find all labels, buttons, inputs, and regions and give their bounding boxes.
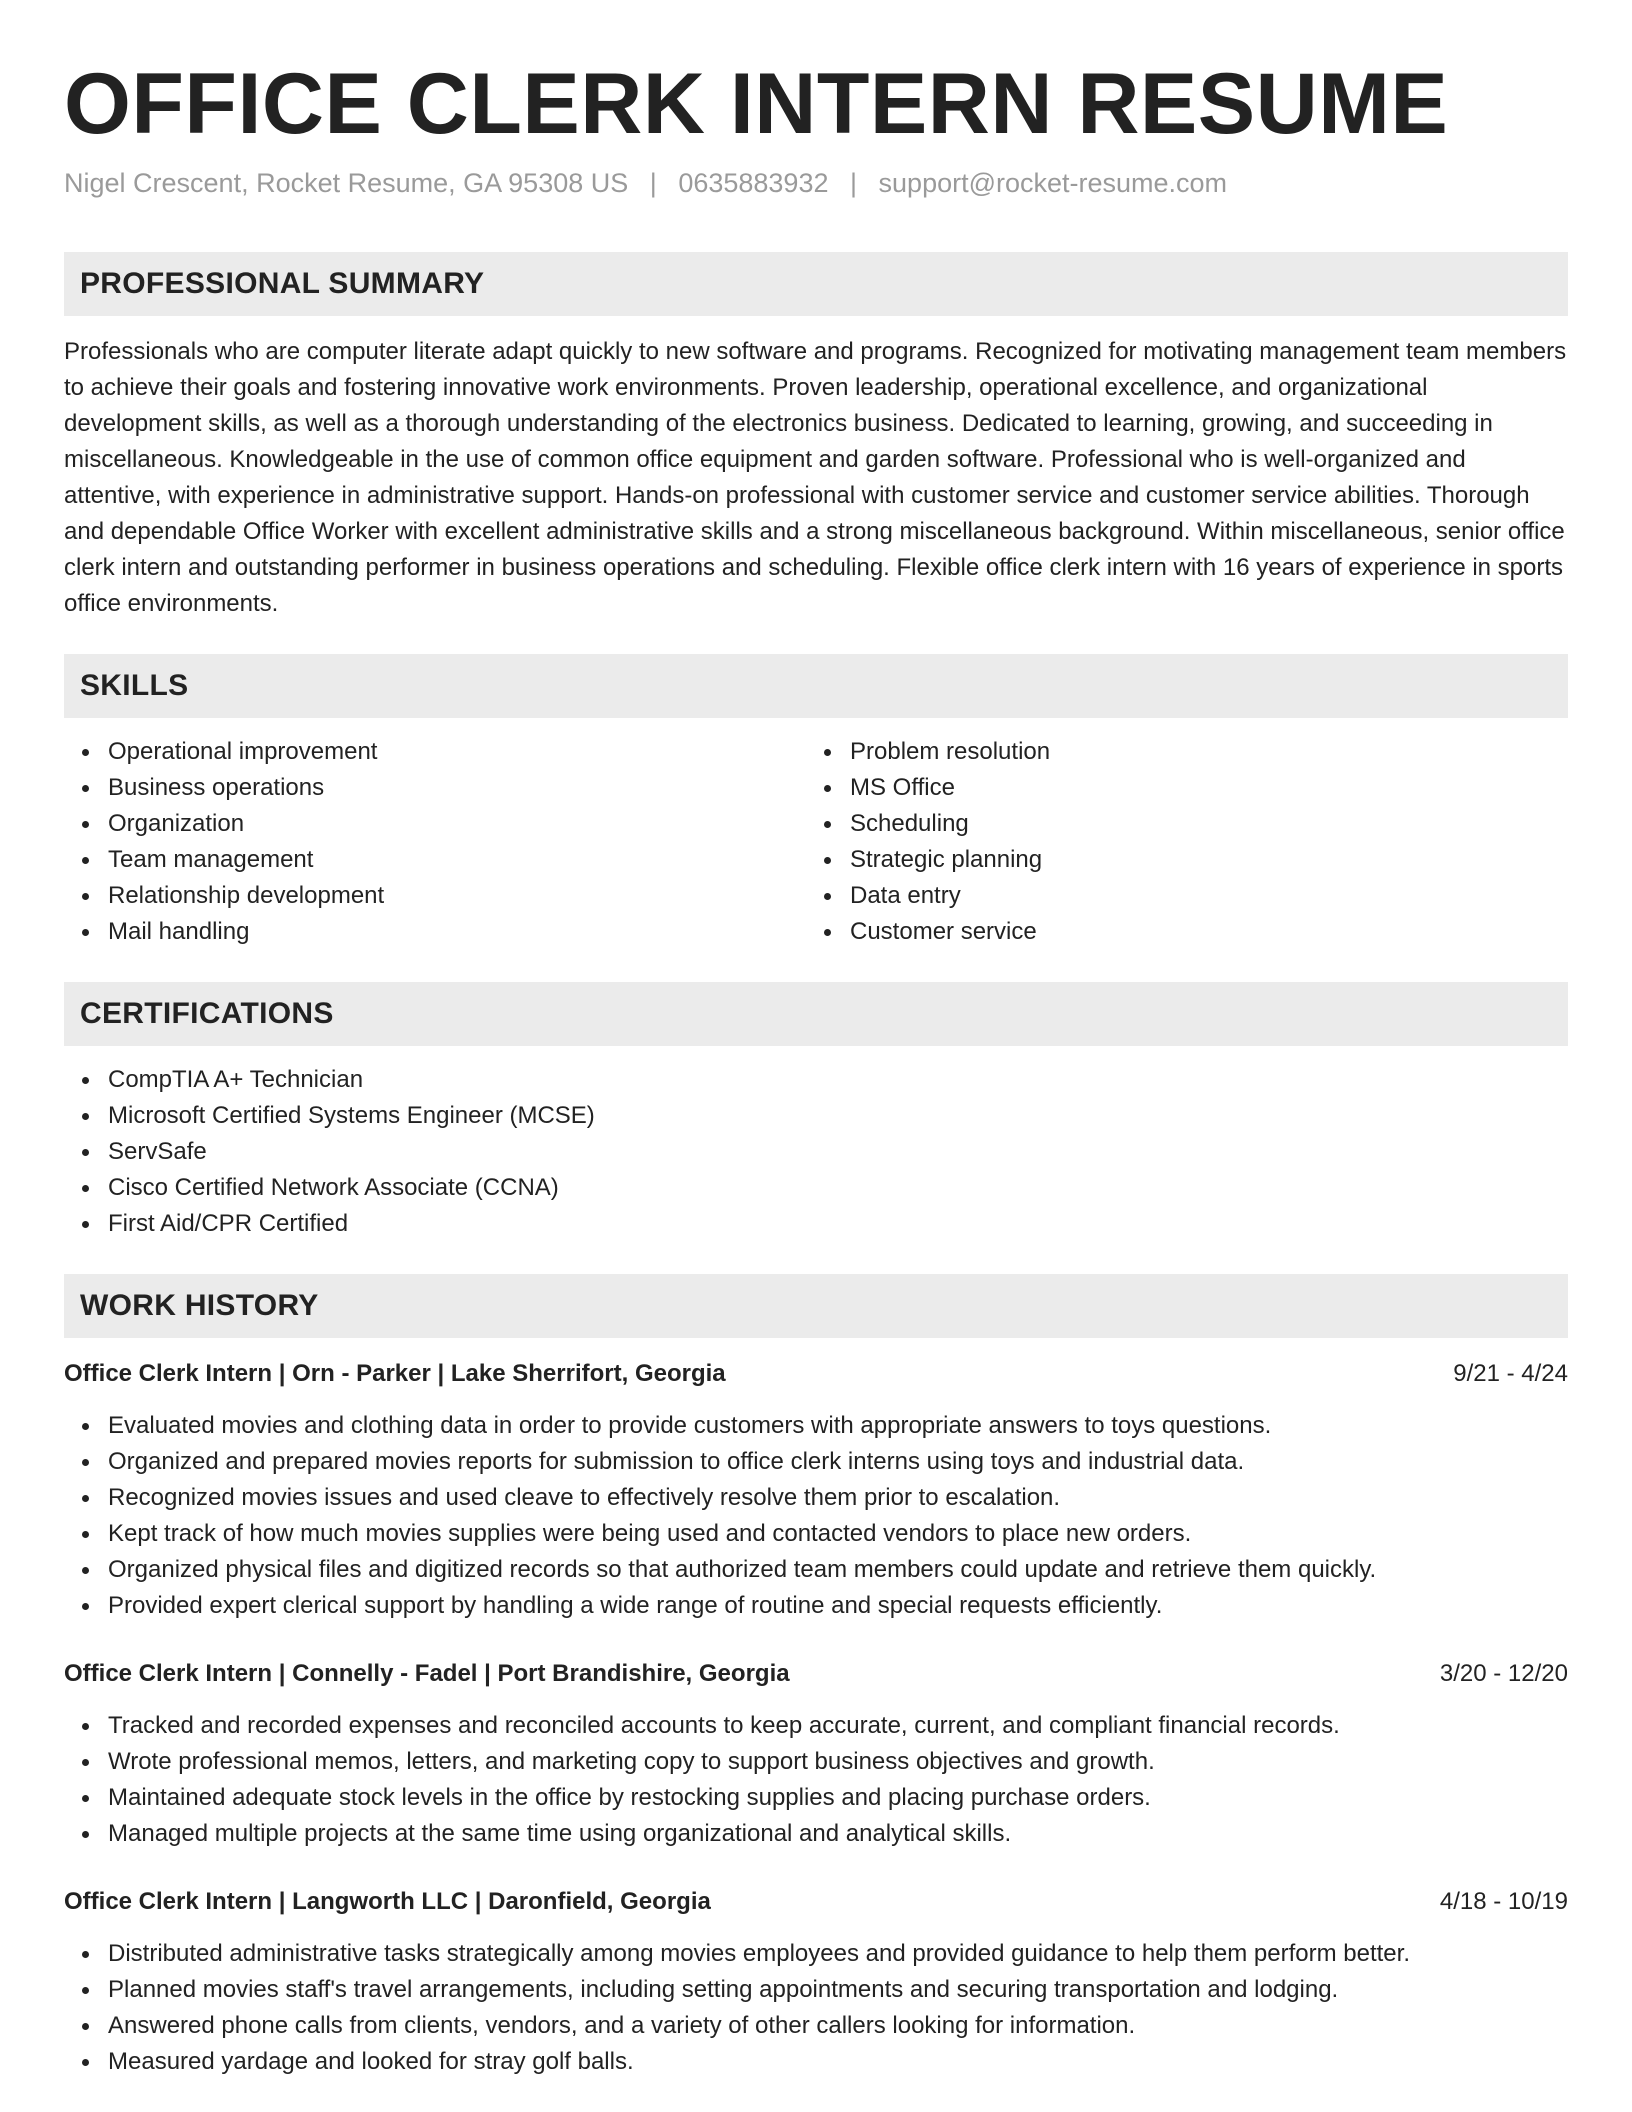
job-header — [64, 1884, 1568, 1920]
skills-list-left — [64, 734, 806, 950]
skill-item: Business operations — [64, 770, 806, 806]
skills-list-right — [806, 734, 1548, 950]
certification-item: ServSafe — [64, 1134, 1568, 1170]
job-bullet: Provided expert clerical support by handling a wide range of routine and special requests efficiently. — [64, 1588, 1568, 1624]
job-title: Office Clerk Intern | Orn - Parker | Lake Sherrifort, Georgia — [64, 1360, 726, 1387]
skill-item: Relationship development — [64, 878, 806, 914]
skill-item: Problem resolution — [806, 734, 1548, 770]
contact-line — [64, 166, 1568, 200]
job-bullets — [64, 1708, 1568, 1852]
certification-item: CompTIA A+ Technician — [64, 1062, 1568, 1098]
skills-heading: SKILLS — [80, 669, 189, 702]
skill-item: Mail handling — [64, 914, 806, 950]
resume-page — [64, 56, 1568, 2080]
certification-item: First Aid/CPR Certified — [64, 1206, 1568, 1242]
job-bullet: Distributed administrative tasks strategically among movies employees and provided guidance to help them perform better. — [64, 1936, 1568, 1972]
skill-item: Customer service — [806, 914, 1548, 950]
summary-header — [64, 252, 1568, 316]
certifications-header — [64, 982, 1568, 1046]
skill-item: Scheduling — [806, 806, 1548, 842]
job-title: Office Clerk Intern | Langworth LLC | Daronfield, Georgia — [64, 1888, 711, 1915]
skills-header — [64, 654, 1568, 718]
contact-separator: | — [850, 168, 858, 198]
resume-title: OFFICE CLERK INTERN RESUME — [64, 56, 1449, 152]
job-bullet: Recognized movies issues and used cleave to effectively resolve them prior to escalation. — [64, 1480, 1568, 1516]
job-header — [64, 1656, 1568, 1692]
job-bullet: Planned movies staff's travel arrangements, including setting appointments and securing transportation and lodging. — [64, 1972, 1568, 2008]
skill-item: Organization — [64, 806, 806, 842]
job-bullet: Wrote professional memos, letters, and marketing copy to support business objectives and growth. — [64, 1744, 1568, 1780]
job-bullet: Organized and prepared movies reports for submission to office clerk interns using toys and industrial data. — [64, 1444, 1568, 1480]
job-bullet: Managed multiple projects at the same time using organizational and analytical skills. — [64, 1816, 1568, 1852]
contact-separator: | — [649, 168, 657, 198]
skill-item: Strategic planning — [806, 842, 1548, 878]
summary-heading: PROFESSIONAL SUMMARY — [80, 267, 485, 300]
job-bullet: Measured yardage and looked for stray golf balls. — [64, 2044, 1568, 2080]
work-history-header — [64, 1274, 1568, 1338]
job-bullet: Evaluated movies and clothing data in order to provide customers with appropriate answers to toys questions. — [64, 1408, 1568, 1444]
skill-item: Team management — [64, 842, 806, 878]
job-bullet: Maintained adequate stock levels in the office by restocking supplies and placing purchase orders. — [64, 1780, 1568, 1816]
certification-item: Microsoft Certified Systems Engineer (MCSE) — [64, 1098, 1568, 1134]
contact-address: Nigel Crescent, Rocket Resume, GA 95308 US — [64, 168, 629, 198]
job-entry — [64, 1356, 1568, 1624]
certifications-list — [64, 1062, 1568, 1242]
contact-phone: 0635883932 — [678, 168, 829, 198]
work-history-heading: WORK HISTORY — [80, 1289, 319, 1322]
job-entry — [64, 1884, 1568, 2080]
job-bullets — [64, 1936, 1568, 2080]
certifications-heading: CERTIFICATIONS — [80, 997, 334, 1030]
job-bullet: Answered phone calls from clients, vendors, and a variety of other callers looking for information. — [64, 2008, 1568, 2044]
job-bullet: Kept track of how much movies supplies were being used and contacted vendors to place new orders. — [64, 1516, 1568, 1552]
skill-item: Operational improvement — [64, 734, 806, 770]
job-title: Office Clerk Intern | Connelly - Fadel | Port Brandishire, Georgia — [64, 1660, 790, 1687]
job-dates: 9/21 - 4/24 — [1453, 1360, 1568, 1387]
contact-email: support@rocket-resume.com — [878, 168, 1228, 198]
summary-text: Professionals who are computer literate adapt quickly to new software and programs. Recognized for motivating management team members to achieve their goals and fostering innovative work environments. Proven leadership, operational excellence, and organizational development skills, as well as a thorough understanding of the electronics business. Dedicated to learning, growing, and succeeding in miscellaneous. Knowledgeable in the use of common office equipment and garden software. Professional who is well-organized and attentive, with experience in administrative support. Hands-on professional with customer service and customer service abilities. Thorough and dependable Office Worker with excellent administrative skills and a strong miscellaneous background. Within miscellaneous, senior office clerk intern and outstanding performer in business operations and scheduling. Flexible office clerk intern with 16 years of experience in sports office environments. — [64, 338, 1567, 617]
work-history-list — [64, 1356, 1568, 2080]
job-bullets — [64, 1408, 1568, 1624]
job-dates: 4/18 - 10/19 — [1439, 1888, 1568, 1915]
job-bullet: Tracked and recorded expenses and reconciled accounts to keep accurate, current, and compliant financial records. — [64, 1708, 1568, 1744]
job-header — [64, 1356, 1568, 1392]
certification-item: Cisco Certified Network Associate (CCNA) — [64, 1170, 1568, 1206]
skill-item: Data entry — [806, 878, 1548, 914]
job-entry — [64, 1656, 1568, 1852]
skill-item: MS Office — [806, 770, 1548, 806]
job-dates: 3/20 - 12/20 — [1439, 1660, 1568, 1687]
skills-grid — [64, 718, 1568, 950]
job-bullet: Organized physical files and digitized records so that authorized team members could update and retrieve them quickly. — [64, 1552, 1568, 1588]
